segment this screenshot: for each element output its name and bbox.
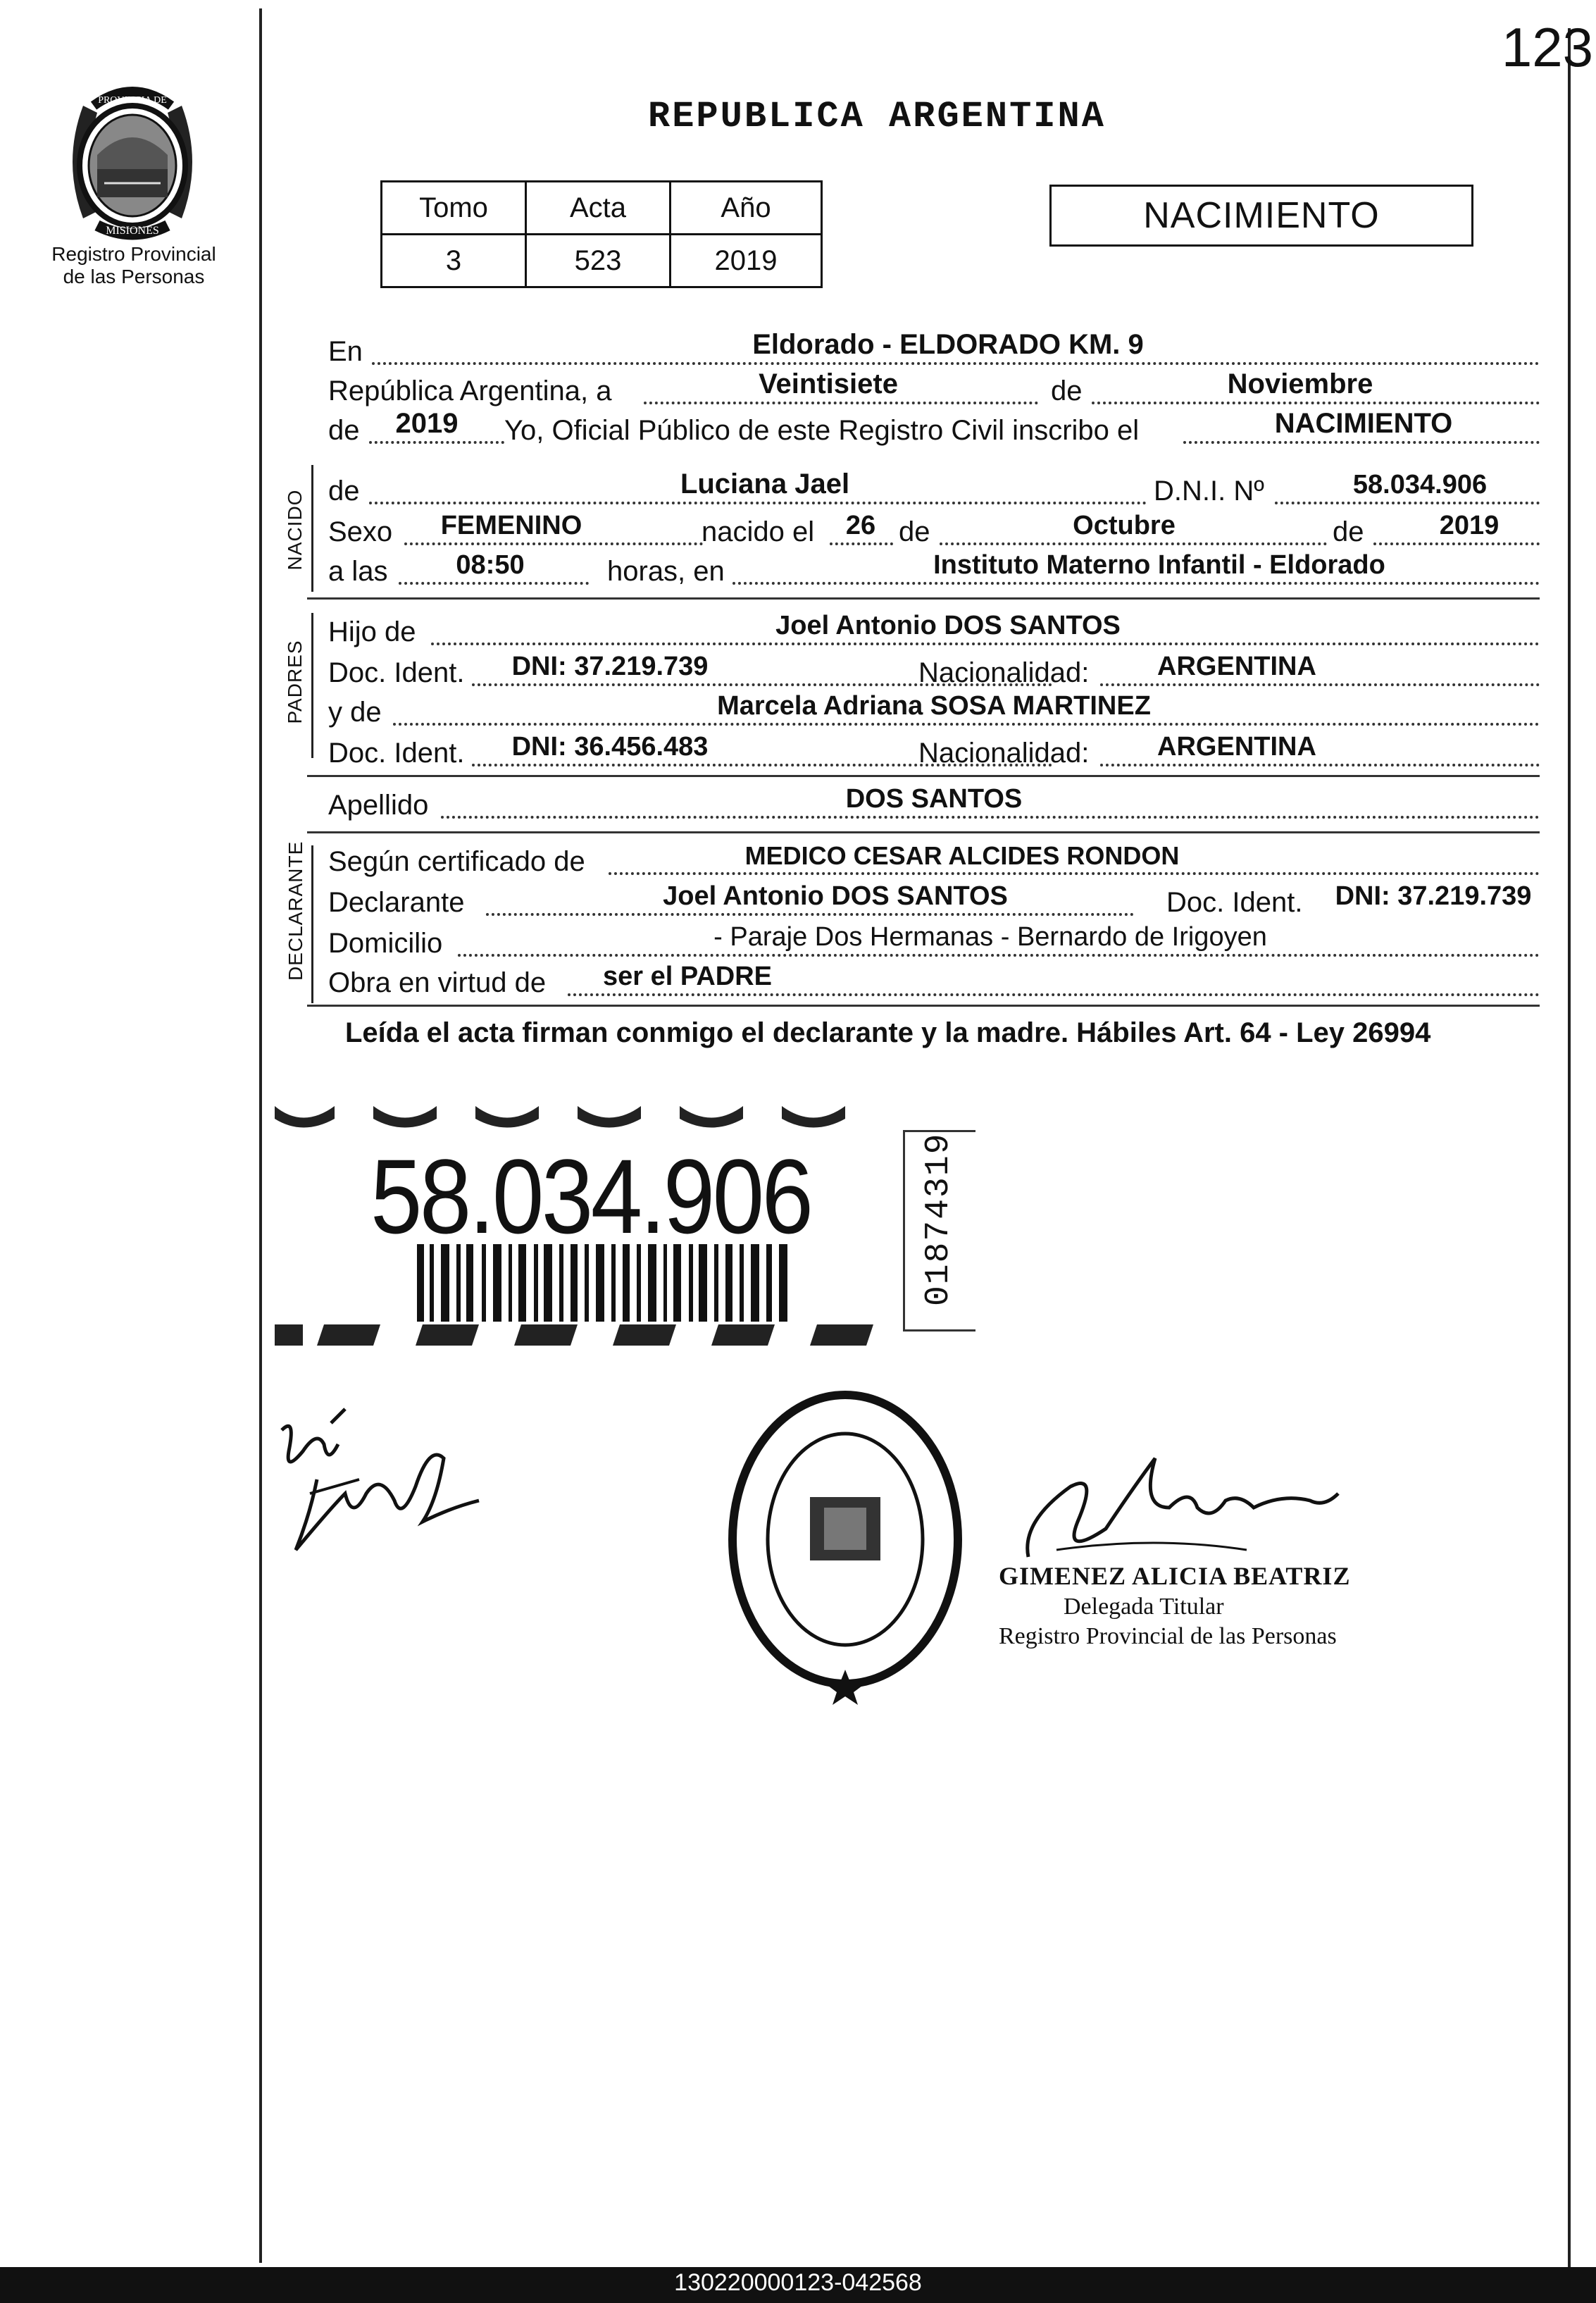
horas-label: horas, en [607, 556, 725, 587]
y-de-label: y de [328, 697, 382, 728]
nacido-bracket [311, 465, 313, 592]
a-las-label: a las [328, 556, 388, 587]
mother-doc-value: DNI: 36.456.483 [511, 732, 709, 762]
official-stamp-icon [718, 1374, 972, 1705]
domicilio-value: - Paraje Dos Hermanas - Bernardo de Irigoyen [713, 922, 1267, 952]
svg-text:PROVINCIA DE: PROVINCIA DE [98, 95, 167, 106]
nacionalidad-label: Nacionalidad: [918, 657, 1090, 688]
row-cert [328, 841, 1540, 881]
sticker-dni-number: 58.034.906 [370, 1137, 811, 1255]
row-domicilio [328, 922, 1540, 962]
padres-bracket [311, 613, 313, 758]
provincial-seal-icon [55, 77, 210, 247]
father-doc-value: DNI: 37.219.739 [511, 652, 709, 681]
act-value: NACIMIENTO [1274, 408, 1453, 439]
doc-ident-label: Doc. Ident. [328, 738, 465, 769]
nacionalidad-label: Nacionalidad: [918, 738, 1090, 769]
father-nationality-value: ARGENTINA [1157, 652, 1316, 681]
row-mother [328, 691, 1540, 731]
mother-name-value: Marcela Adriana SOSA MARTINEZ [717, 691, 1151, 721]
row-birth [328, 511, 1540, 551]
row-birth-place [328, 550, 1540, 590]
dotted-line [1092, 402, 1540, 404]
record-header-row [382, 182, 822, 235]
dotted-line [431, 643, 1540, 645]
dotted-line [1183, 441, 1540, 444]
dni-label: D.N.I. Nº [1154, 476, 1264, 507]
dotted-line [732, 582, 1540, 585]
month-value: Noviembre [1227, 368, 1373, 399]
dotted-line [372, 362, 1540, 365]
doc-ident-label: Doc. Ident. [1166, 887, 1303, 918]
signatory-name: GIMENEZ ALICIA BEATRIZ [999, 1562, 1351, 1590]
sexo-value: FEMENINO [440, 511, 582, 540]
obra-value: ser el PADRE [602, 962, 773, 991]
dotted-line [568, 993, 1540, 996]
day-words-value: Veintisiete [759, 368, 898, 399]
declarante-doc-value: DNI: 37.219.739 [1335, 881, 1532, 911]
dotted-line [486, 913, 1134, 916]
row-child-name [328, 468, 1540, 510]
dotted-line [369, 502, 1147, 504]
nacido-section-label: NACIDO [284, 489, 306, 571]
anio-value: 2019 [671, 235, 822, 287]
domicilio-label: Domicilio [328, 928, 443, 959]
de-label: de [1333, 516, 1364, 547]
en-label: En [328, 336, 363, 367]
page-number: 123 [1501, 16, 1593, 78]
row-father-doc [328, 652, 1540, 692]
mother-nationality-value: ARGENTINA [1157, 732, 1316, 762]
section-divider [307, 831, 1540, 833]
legal-text: Leída el acta firman conmigo el declarante y la madre. Hábiles Art. 64 - Ley 26994 [345, 1017, 1431, 1048]
dotted-line [1275, 502, 1540, 504]
acta-header: Acta [526, 182, 671, 235]
anio-header: Año [671, 182, 822, 235]
de-label: de [899, 516, 930, 547]
dotted-line [399, 582, 589, 585]
footer-code: 130220000123-042568 [674, 2269, 922, 2296]
section-divider [307, 597, 1540, 600]
child-name-value: Luciana Jael [680, 468, 850, 499]
dotted-line [1100, 683, 1540, 686]
dotted-line [1100, 764, 1540, 766]
page-title: REPUBLICA ARGENTINA [648, 96, 1106, 137]
officer-text: Yo, Oficial Público de este Registro Civil inscribo el [504, 415, 1140, 446]
dotted-line [441, 816, 1540, 819]
dotted-line [393, 723, 1540, 726]
birth-day-value: 26 [845, 511, 876, 540]
tomo-header: Tomo [382, 182, 526, 235]
doc-ident-label: Doc. Ident. [328, 657, 465, 688]
registry-name-line1: Registro Provincial [51, 243, 216, 265]
declarante-name-value: Joel Antonio DOS SANTOS [663, 881, 1008, 911]
section-divider [307, 775, 1540, 777]
apellido-value: DOS SANTOS [845, 784, 1023, 814]
svg-text:MISIONES: MISIONES [106, 225, 159, 237]
dotted-line [830, 542, 893, 545]
nacido-label: nacido el [702, 516, 815, 547]
record-table [380, 180, 823, 288]
row-obra [328, 962, 1540, 1002]
row-date [328, 368, 1540, 410]
registry-name-line2: de las Personas [63, 266, 205, 287]
registry-name [28, 243, 239, 288]
dotted-line [644, 402, 1038, 404]
birth-place-value: Instituto Materno Infantil - Eldorado [933, 550, 1385, 580]
padres-section-label: PADRES [284, 640, 306, 724]
signatory-role: Delegada Titular [1064, 1594, 1224, 1620]
birth-time-value: 08:50 [456, 550, 525, 580]
birth-month-value: Octubre [1073, 511, 1176, 540]
row-apellido [328, 784, 1540, 824]
dotted-line [609, 872, 1540, 875]
row-father [328, 611, 1540, 651]
serial-number: 01874319 [920, 1132, 958, 1306]
child-dni-value: 58.034.906 [1352, 470, 1488, 499]
declarante-label: Declarante [328, 887, 465, 918]
dotted-line [369, 441, 504, 444]
de-label: de [1051, 375, 1083, 406]
de-label: de [328, 476, 360, 507]
row-officer [328, 408, 1540, 449]
row-mother-doc [328, 732, 1540, 772]
place-value: Eldorado - ELDORADO KM. 9 [752, 329, 1144, 360]
acta-value: 523 [526, 235, 671, 287]
record-type-box: NACIMIENTO [1049, 185, 1473, 247]
cert-label: Según certificado de [328, 846, 585, 877]
right-margin-line [1568, 28, 1571, 2268]
republica-label: República Argentina, a [328, 375, 612, 406]
father-name-value: Joel Antonio DOS SANTOS [775, 611, 1121, 640]
record-value-row [382, 235, 822, 287]
dotted-line [404, 542, 703, 545]
hijo-de-label: Hijo de [328, 616, 416, 647]
official-signature [1014, 1444, 1352, 1564]
signatory-org: Registro Provincial de las Personas [999, 1623, 1337, 1649]
sexo-label: Sexo [328, 516, 393, 547]
row-place [328, 329, 1540, 371]
birth-year-value: 2019 [1439, 511, 1500, 540]
declarante-bracket [311, 845, 313, 1003]
cert-value: MEDICO CESAR ALCIDES RONDON [744, 841, 1180, 870]
declarante-section-label: DECLARANTE [285, 840, 306, 981]
dotted-line [1373, 542, 1540, 545]
year-value: 2019 [395, 408, 459, 439]
declarant-signature [268, 1402, 500, 1585]
apellido-label: Apellido [328, 790, 429, 821]
tomo-value: 3 [382, 235, 526, 287]
dotted-line [458, 954, 1540, 957]
section-divider [307, 1005, 1540, 1007]
de-label: de [328, 415, 360, 446]
left-margin-line [259, 8, 262, 2263]
obra-label: Obra en virtud de [328, 967, 547, 998]
dotted-line [940, 542, 1327, 545]
row-declarante [328, 881, 1540, 921]
